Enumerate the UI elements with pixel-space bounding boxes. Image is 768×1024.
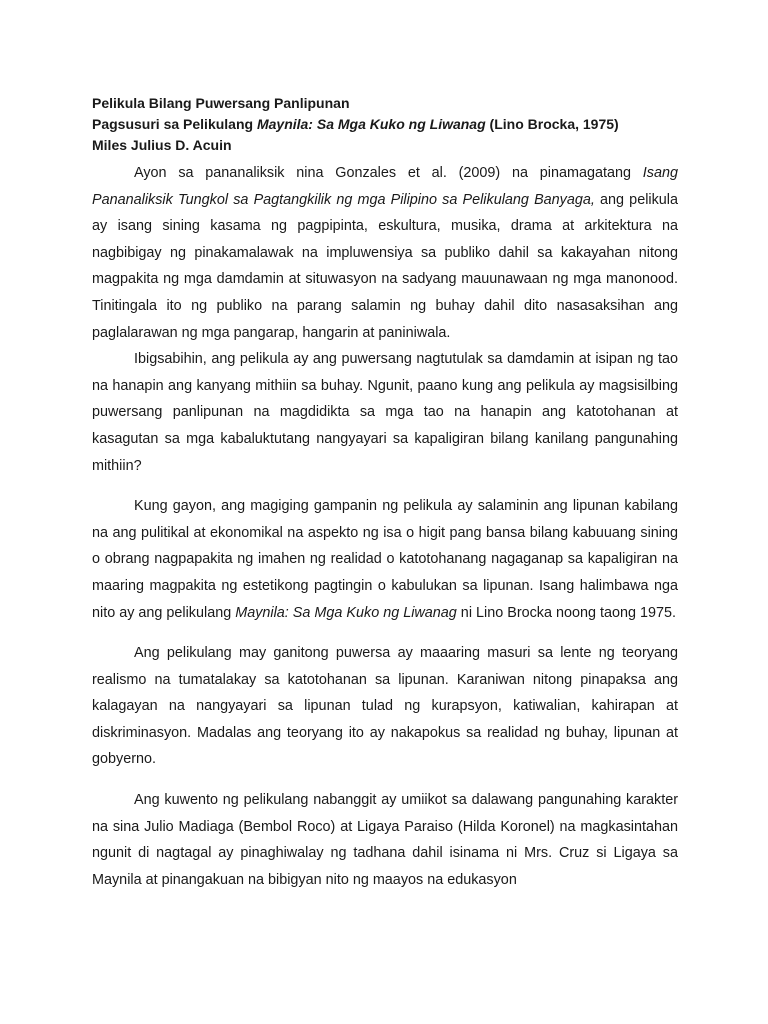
paragraph-3: [92, 493, 678, 626]
subtitle-suffix: (Lino Brocka, 1975): [485, 116, 619, 132]
paragraph-3-text-b: ni Lino Brocka noong taong 1975.: [456, 604, 677, 621]
subtitle-film-title: Maynila: Sa Mga Kuko ng Liwanag: [256, 116, 486, 132]
paragraph-2: Ibigsabihin, ang pelikula ay ang puwersang nagtutulak sa damdamin at isipan ng tao na hanapin ang kanyang mithiin sa buhay. Ngunit, paano kung ang pelikula ay magsisilbing puwersang panlipunan na magdidikta sa mga tao na hanapin ang katotohanan at kasagutan sa mga kabaluktutang nangyayari sa kapaligiran bilang kanilang pangunahing mithiin?: [92, 351, 678, 474]
paragraph-5: Ang kuwento ng pelikulang nabanggit ay umiikot sa dalawang pangunahing karakter na sina Julio Madiaga (Bembol Roco) at Ligaya Paraiso (Hilda Koronel) na magkasintahan ngunit di nagtagal ay pinaghiwalay ng tadhana dahil isinama ni Mrs. Cruz si Ligaya sa Maynila at pinangakuan na bibigyan nito ng maayos na edukasyon: [92, 792, 678, 888]
paragraph-1-cited-title: Isang Pananaliksik Tungkol sa Pagtangkilik ng mga Pilipino sa Pelikulang Banyaga,: [92, 165, 678, 208]
document-subtitle: [92, 114, 692, 135]
paragraph-1: [92, 160, 678, 346]
subtitle-prefix: Pagsusuri sa Pelikulang: [92, 116, 257, 132]
document-author: Miles Julius D. Acuin: [92, 137, 232, 153]
paragraph-1-text-a: Ayon sa pananaliksik nina Gonzales et al. (2009) na pinamagatang: [134, 165, 643, 181]
document-title: Pelikula Bilang Puwersang Panlipunan: [92, 95, 350, 111]
document-body: [92, 160, 678, 893]
paragraph-4: Ang pelikulang may ganitong puwersa ay maaaring masuri sa lente ng teoryang realismo na tumatalakay sa katotohanan sa lipunan. Karaniwan nitong pinapaksa ang kalagayan na nangyayari sa lipunan tulad ng kurapsyon, katiwalian, kahirapan at diskriminasyon. Madalas ang teoryang ito ay nakapokus sa realidad ng buhay, lipunan at gobyerno.: [92, 645, 678, 768]
paragraph-3-text-a: Kung gayon, ang magiging gampanin ng pelikula ay salaminin ang lipunan kabilang na ang pulitikal at ekonomikal na aspekto ng isa o higit pang bansa bilang kabuuang sining o obrang nagpapakita ng imahen ng realidad o katotohanang nagaganap sa kapaligiran na maaring magpakita ng estetikong pagtingin o kabulukan sa lipunan. Isang halimbawa nga nito ay ang pelikulang: [92, 498, 678, 621]
document-header: [92, 93, 692, 156]
paragraph-1-text-b: ang pelikula ay isang sining kasama ng pagpipinta, eskultura, musika, drama at arkitektura na nagbibigay ng pinakamalawak na impluwensiya sa publiko dahil sa kakayahan nitong magpakita ng mga damdamin at situwasyon na sadyang mauunawaan ng mga manonood. Tinitingala ito ng publiko na parang salamin ng buhay dahil dito nasasaksihan ang paglalarawan ng mga pangarap, hangarin at paniniwala.: [92, 191, 678, 341]
paragraph-3-film-title: Maynila: Sa Mga Kuko ng Liwanag: [235, 604, 457, 621]
